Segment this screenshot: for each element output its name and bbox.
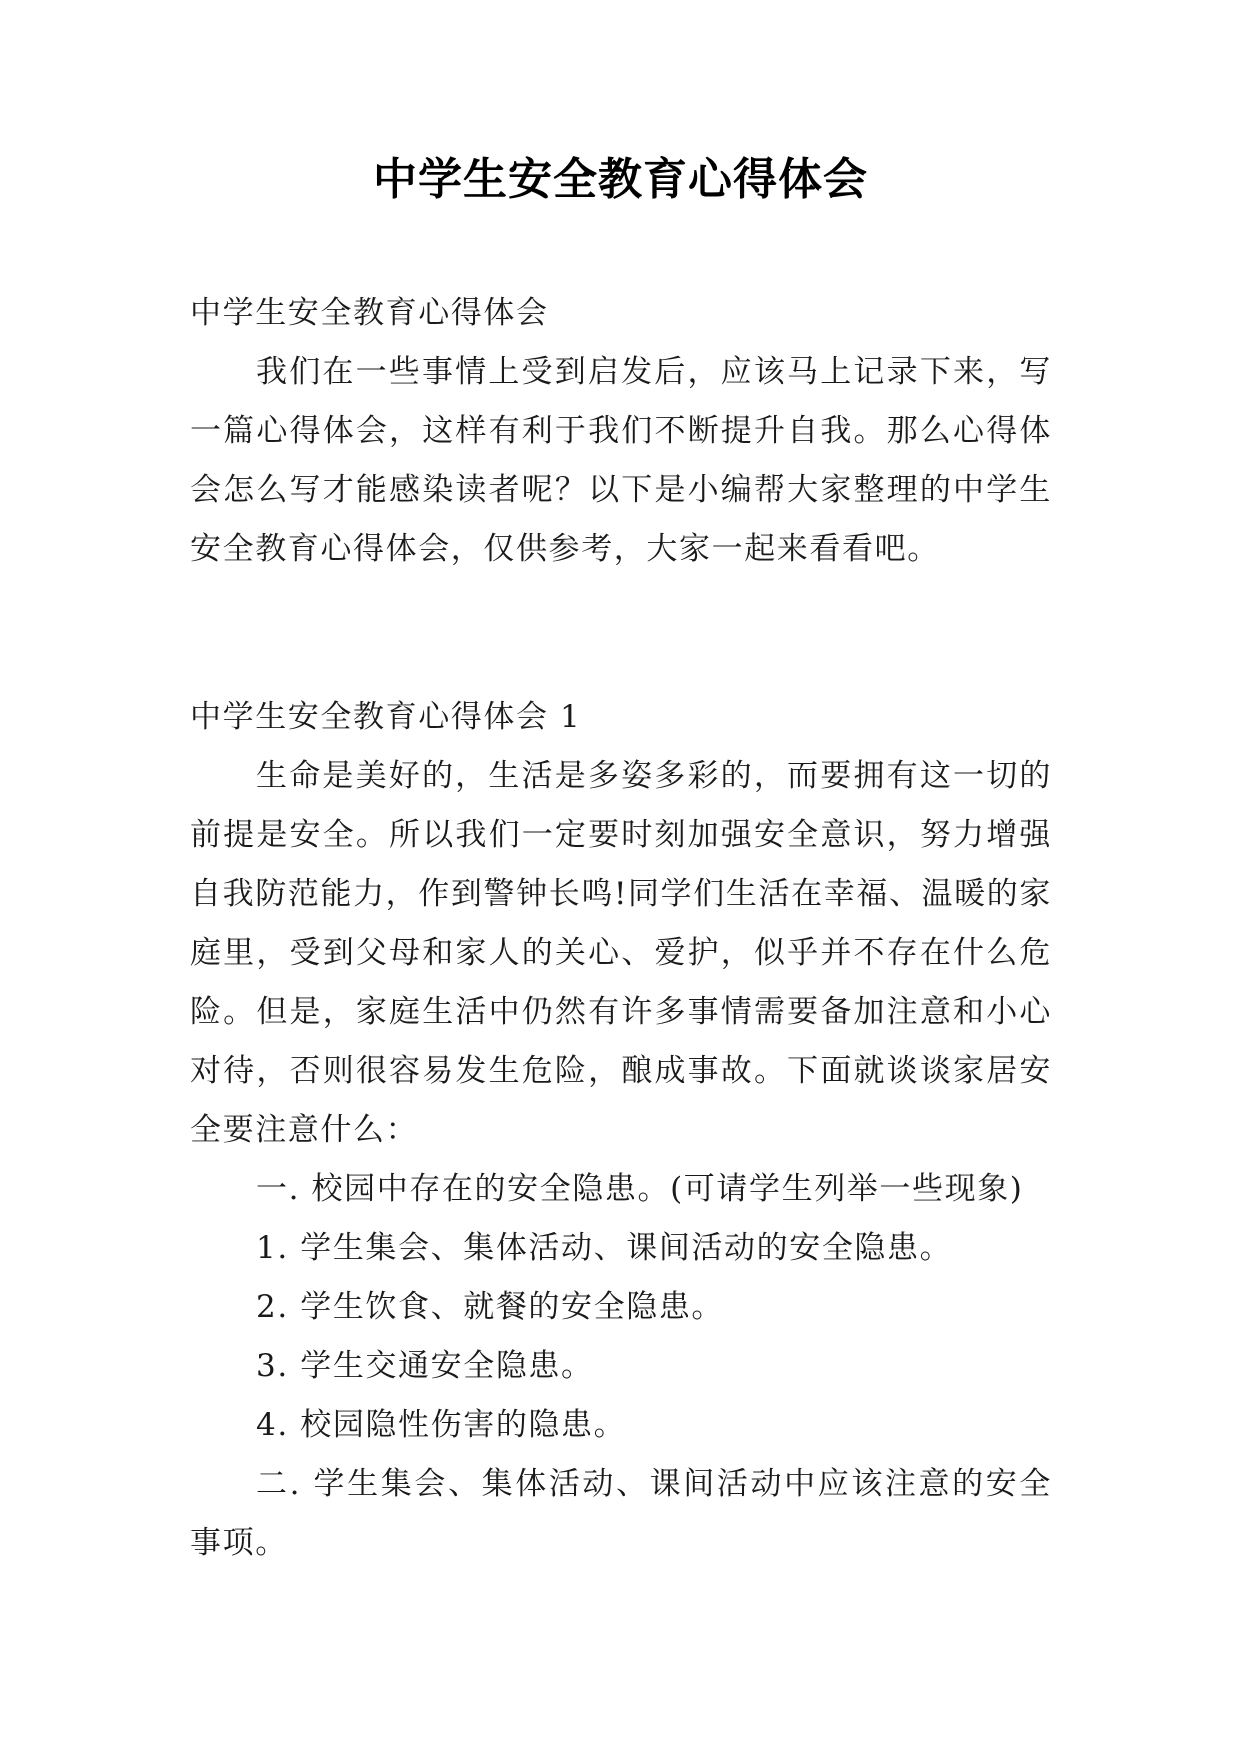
list-item: 2. 学生饮食、就餐的安全隐患。 xyxy=(256,1289,725,1325)
list-item: 4. 校园隐性伤害的隐患。 xyxy=(256,1407,627,1443)
list-item: 1. 学生集会、集体活动、课间活动的安全隐患。 xyxy=(256,1230,953,1266)
section-1 xyxy=(190,688,1052,1573)
intro-section xyxy=(190,284,1052,579)
section-1-paragraph: 生命是美好的，生活是多姿多彩的，而要拥有这一切的前提是安全。所以我们一定要时刻加强安全意识，努力增强自我防范能力，作到警钟长鸣!同学们生活在幸福、温暖的家庭里，受到父母和家人的关心、爱护，似乎并不存在什么危险。但是，家庭生活中仍然有许多事情需要备加注意和小心对待，否则很容易发生危险，酿成事故。下面就谈谈家居安全要注意什么： xyxy=(190,758,1052,1148)
document-title: 中学生安全教育心得体会 xyxy=(373,154,868,205)
list-item: 一. 校园中存在的安全隐患。(可请学生列举一些现象) xyxy=(256,1171,1024,1207)
list-item: 二. 学生集会、集体活动、课间活动中应该注意的安全事项。 xyxy=(190,1466,1052,1561)
list-item: 3. 学生交通安全隐患。 xyxy=(256,1348,594,1384)
intro-paragraph: 我们在一些事情上受到启发后，应该马上记录下来，写一篇心得体会，这样有利于我们不断提升自我。那么心得体会怎么写才能感染读者呢？以下是小编帮大家整理的中学生安全教育心得体会，仅供参考，大家一起来看看吧。 xyxy=(190,354,1052,567)
intro-subtitle: 中学生安全教育心得体会 xyxy=(190,295,549,331)
section-1-heading: 中学生安全教育心得体会 1 xyxy=(190,699,582,735)
